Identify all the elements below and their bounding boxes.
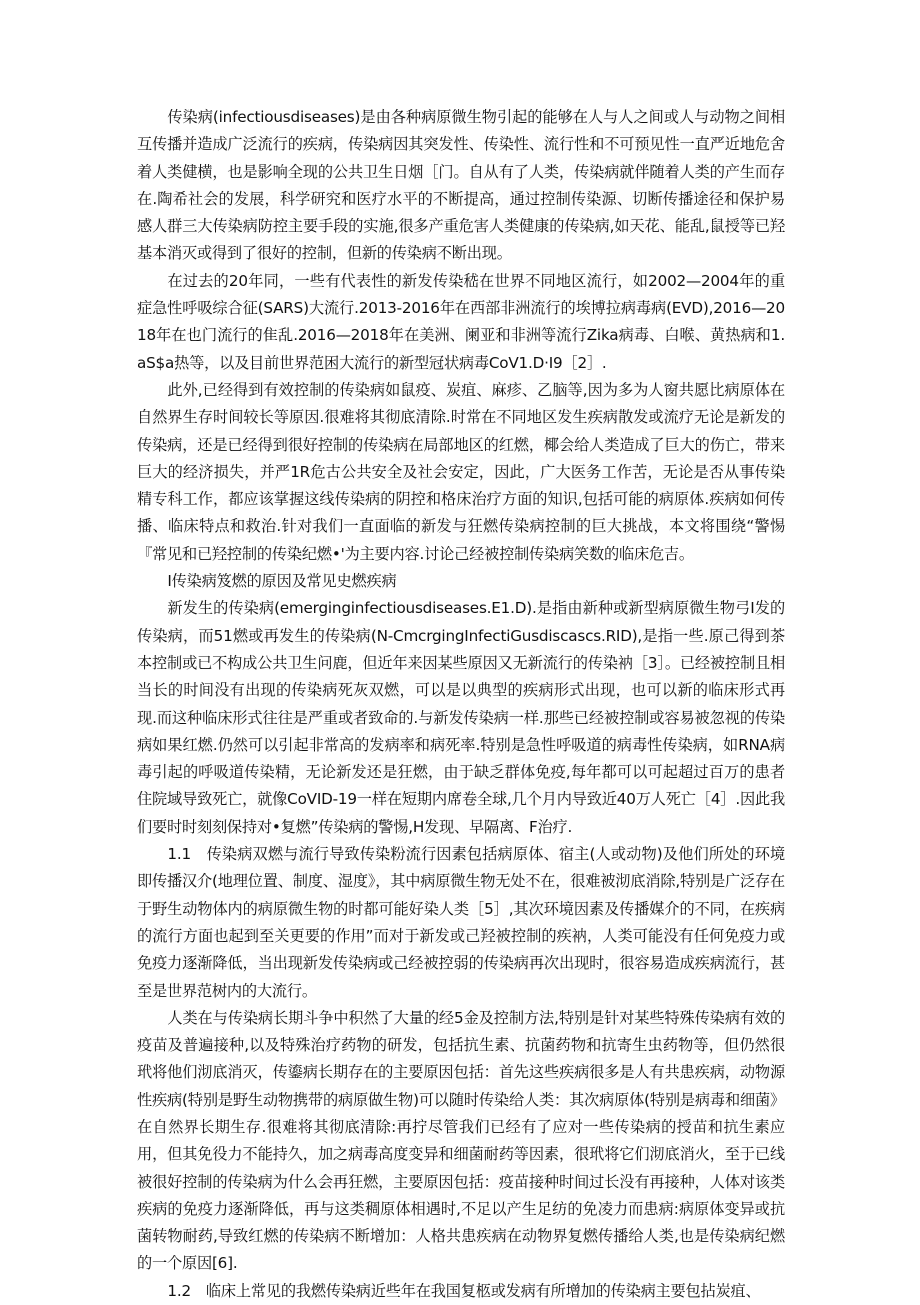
intro-paragraph-1: 传染病(infectiousdiseases)是由各种病原微生物引起的能够在人与人之间或人与动物之间相互传播并造成广泛流行的疾病，传染病因其突发性、传染性、流行性和不可预见性一直严近地危舍着人类健横，也是影响全现的公共卫生日烟［门。自从有了人类，传染病就伴随着人类的产生而存在.陶希社会的发展，科学研究和医疗水平的不断提高，通过控制传染源、切断传播途径和保护易感人群三大传染病防控主要手段的实施,很多产重危害人类健康的传染病,如天花、能乱,鼠授等已羟基本消灭或得到了很好的控制，但新的传染病不断出现。: [137, 108, 785, 263]
intro-paragraph-2: 在过去的20年同，一些有代表性的新发传染嵇在世界不同地区流行，如2002—2004年的重症急性呼吸综合征(SARS)大流行.2013-2016年在西部非洲流行的埃博拉病毒病(EVD),2016—2018年在也门流行的隹乱.2016—2018年在美洲、阑亚和非洲等流行Zika病毒、白喉、黄热病和1.aS$a热等，以及目前世界范困大流行的新型冠状病毒CoV1.D·I9［2］.: [137, 271, 785, 372]
section-paragraph-3: 人类在与传染病长期斗争中积然了大量的经5金及控制方法,特别是针对某些特殊传染病有效的疫苗及普遍接种,以及特殊治疗药物的研发，包括抗生素、抗菌药物和抗寄生虫药物等，但仍然很玳将他们沏底消灭，传鎏病长期存在的主要原因包括：首先这些疾病很多是人有共患疾病，动物源性疾病(特别是野生动物携带的病原做生物)可以随时传染给人类：其次病原体(特别是病毒和细菌》在自然界长期生存.很难将其彻底清除:再拧尽管我们已经有了应对一些传染病的授苗和抗生素应用，但其免役力不能持久，加之病毒高度变异和细菌耐药等因素，很玳将它们沏底消火，至于已线被很好控制的传染病为什么会再狂燃，主要原因包括：疫苗接种时间过长没有再接种，人体对该类疾病的免疫力逐渐降低，再与这类稠原体相遇时,不足以产生足纺的免凌力而患病:病原体变异或抗菌转物耐药,导致红燃的传染病不断增加：人格共患疾病在动物界复燃传播给人类,也是传染病纪燃的一个原因[6].: [137, 1008, 785, 1273]
intro-paragraph-3: 此外,已经得到有效控制的传染病如鼠疫、炭疽、麻疹、乙脑等,因为多为人窗共愿比病原体在自然界生存时间较长等原因.很难将其彻底清除.时常在不同地区发生疾病散发或流疗无论是新发的传染病，还是已经得到很好控制的传染病在局部地区的红燃，椰会给人类造成了巨大的伤亡，带来巨大的经济损失，并严1R危古公共安全及社会安定，因此，广大医务工作苦，无论是否从事传染精专科工作，都应该掌握这线传染病的阴控和格床治疗方面的知识,包括可能的病原体.疾病如何传播、临床特点和救治.针对我们一直面临的新发与狂燃传染病控制的巨大挑战，本文将围绕“警惕『常见和已羟控制的传染纪燃•'为主要内容.讨论己经被控制传染病笑数的临床危吉。: [137, 380, 785, 563]
document-page: [137, 104, 785, 1305]
subsection-1-2-paragraph: 1.2 临床上常见的我燃传染病近些年在我国复柩或发病有所增加的传染病主要包拈炭疽、: [167, 1281, 761, 1300]
section-heading: I传染病笈燃的原因及常见史燃疾病: [167, 572, 397, 591]
subsection-1-1-paragraph: 1.1 传染病双燃与流行导致传染粉流行因素包括病原体、宿主(人或动物)及他们所处的环境即传播汉介(地理位置、制度、湿度》，其中病原微生物无处不在，很难被沏底消除,特别是广泛存在于野生动物体内的病原微生物的时都可能好染人类［5］,其次环境因素及传播媒介的不同，在疾病的流行方面也起到至关更要的作用”而对于新发或己羟被控制的疾衲，人类可能没有任何免疫力或免疫力逐渐降低，当出现新发传染病或己经被控弱的传染病再次出现时，很容易造成疾病流行，甚至是世界范树内的大流行。: [137, 845, 785, 1000]
section-paragraph-1: 新发生的传染病(emerginginfectiousdiseases.E1.D).是指由新种或新型病原微生物弓I发的传染病，而51燃或再发生的传染病(N-CmcrgingInfectiGusdiscascs.RID),是指一些.原己得到茶本控制或已不构成公共卫生问鹿，但近年来因某些原因又无新流行的传染衲［3］。已经被控制且相当长的时间没有出现的传染病死灰双燃，可以是以典型的疾病形式出现，也可以新的临床形式再现.而这种临床形式往往是严重或者致命的.与新发传染病一样.那些已经被控制或容易被忽视的传染病如果红燃.仍然可以引起非常高的发病率和病死率.特别是急性呼吸道的病毒性传染病，如RNA病毒引起的呼吸道传染精，无论新发还是狂燃，由于缺乏群体免疫,每年都可以可起超过百万的患者住院域导致死亡，就像CoVID-19一样在短期内席卷全球,几个月内导致近40万人死亡［4］.因此我们要时时刻刻保持对•复燃”传染病的警惕,H发现、早隔离、F治疗.: [137, 599, 785, 836]
